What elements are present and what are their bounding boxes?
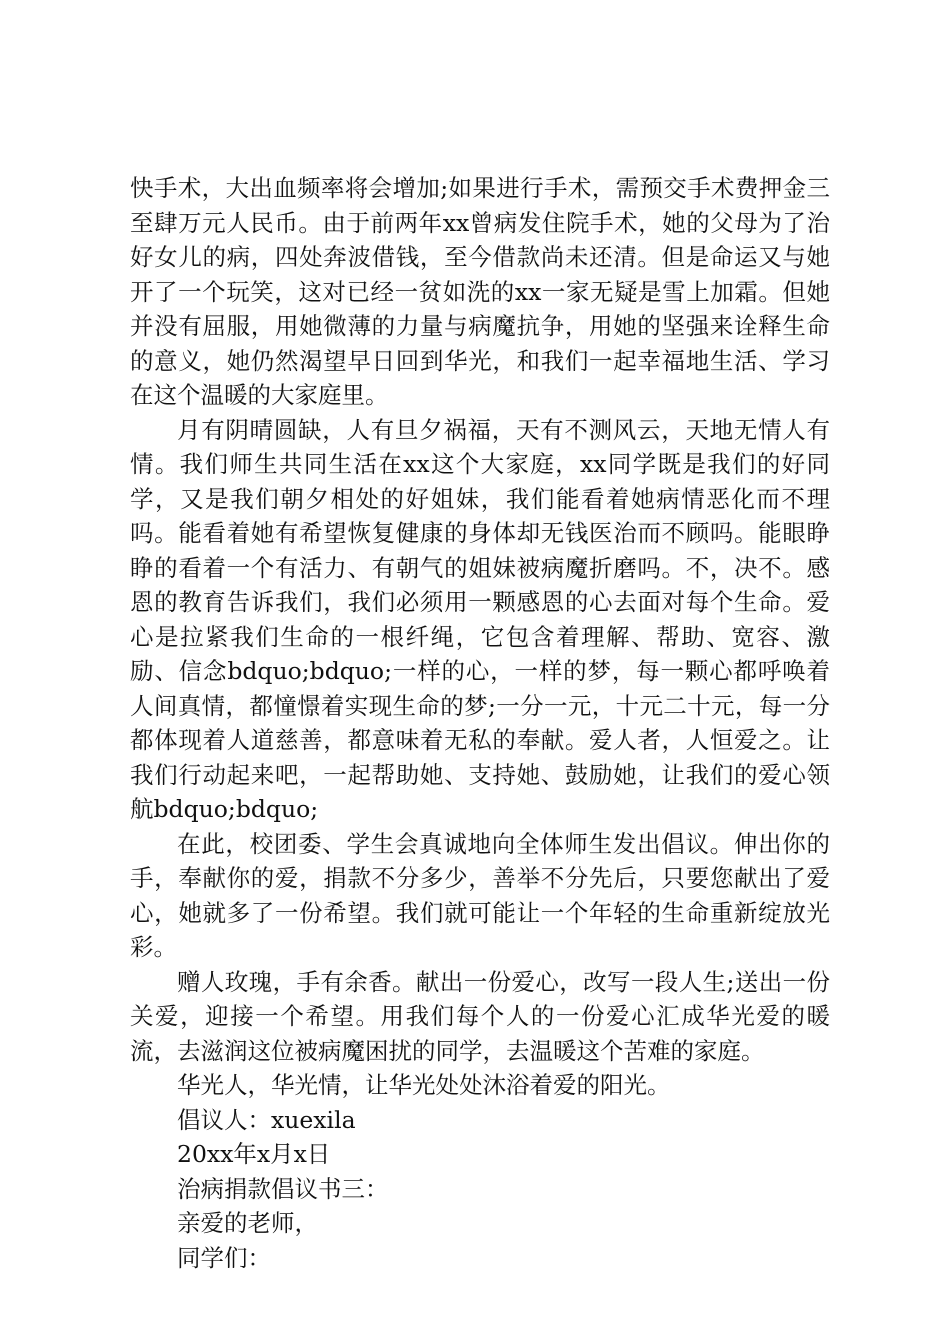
initiator-line: 倡议人：xuexila: [177, 1105, 356, 1134]
paragraph-appeal: 月有阴晴圆缺，人有旦夕祸福，天有不测风云，天地无情人有情。我们师生共同生活在xx这个大家庭，xx同学既是我们的好同学，又是我们朝夕相处的好姐妹，我们能看着她病情恶化而不理吗。能看着她有希望恢复健康的身体却无钱医治而不顾吗。能眼睁睁的看着一个有活力、有朝气的姐妹被病魔折磨吗。不，决不。感恩的教育告诉我们，我们必须用一颗感恩的心去面对每个生命。爱心是拉紧我们生命的一根纤绳，它包含着理解、帮助、宽容、激励、信念bdquo;bdquo;一样的心，一样的梦，每一颗心都呼唤着人间真情，都憧憬着实现生命的梦;一分一元，十元二十元，每一分都体现着人道慈善，都意味着无私的奉献。爱人者，人恒爱之。让我们行动起来吧，一起帮助她、支持她、鼓励她，让我们的爱心领航bdquo;bdquo;: [130, 415, 830, 823]
salutation-teachers: 亲爱的老师，: [177, 1209, 318, 1237]
paragraph-roses: 赠人玫瑰，手有余香。献出一份爱心，改写一段人生;送出一份关爱，迎接一个希望。用我们每个人的一份爱心汇成华光爱的暖流，去滋润这位被病魔困扰的同学，去温暖这个苦难的家庭。: [130, 967, 830, 1065]
date-line: 20xx年x月x日: [177, 1140, 331, 1168]
salutation-students: 同学们：: [177, 1243, 271, 1272]
paragraph-initiative: 在此，校团委、学生会真诚地向全体师生发出倡议。伸出你的手，奉献你的爱，捐款不分多少，善举不分先后，只要您献出了爱心，她就多了一份希望。我们就可能让一个年轻的生命重新绽放光彩。: [130, 829, 830, 961]
section-title: 治病捐款倡议书三：: [177, 1174, 389, 1203]
document-body: [130, 171, 830, 1275]
paragraph-continued: 快手术，大出血频率将会增加;如果进行手术，需预交手术费押金三至肆万元人民币。由于前两年xx曾病发住院手术，她的父母为了治好女儿的病，四处奔波借钱，至今借款尚未还清。但是命运又与她开了一个玩笑，这对已经一贫如洗的xx一家无疑是雪上加霜。但她并没有屈服，用她微薄的力量与病魔抗争，用她的坚强来诠释生命的意义，她仍然渴望早日回到华光，和我们一起幸福地生活、学习在这个温暖的大家庭里。: [130, 174, 830, 409]
slogan-line: 华光人，华光情，让华光处处沐浴着爱的阳光。: [177, 1071, 671, 1099]
